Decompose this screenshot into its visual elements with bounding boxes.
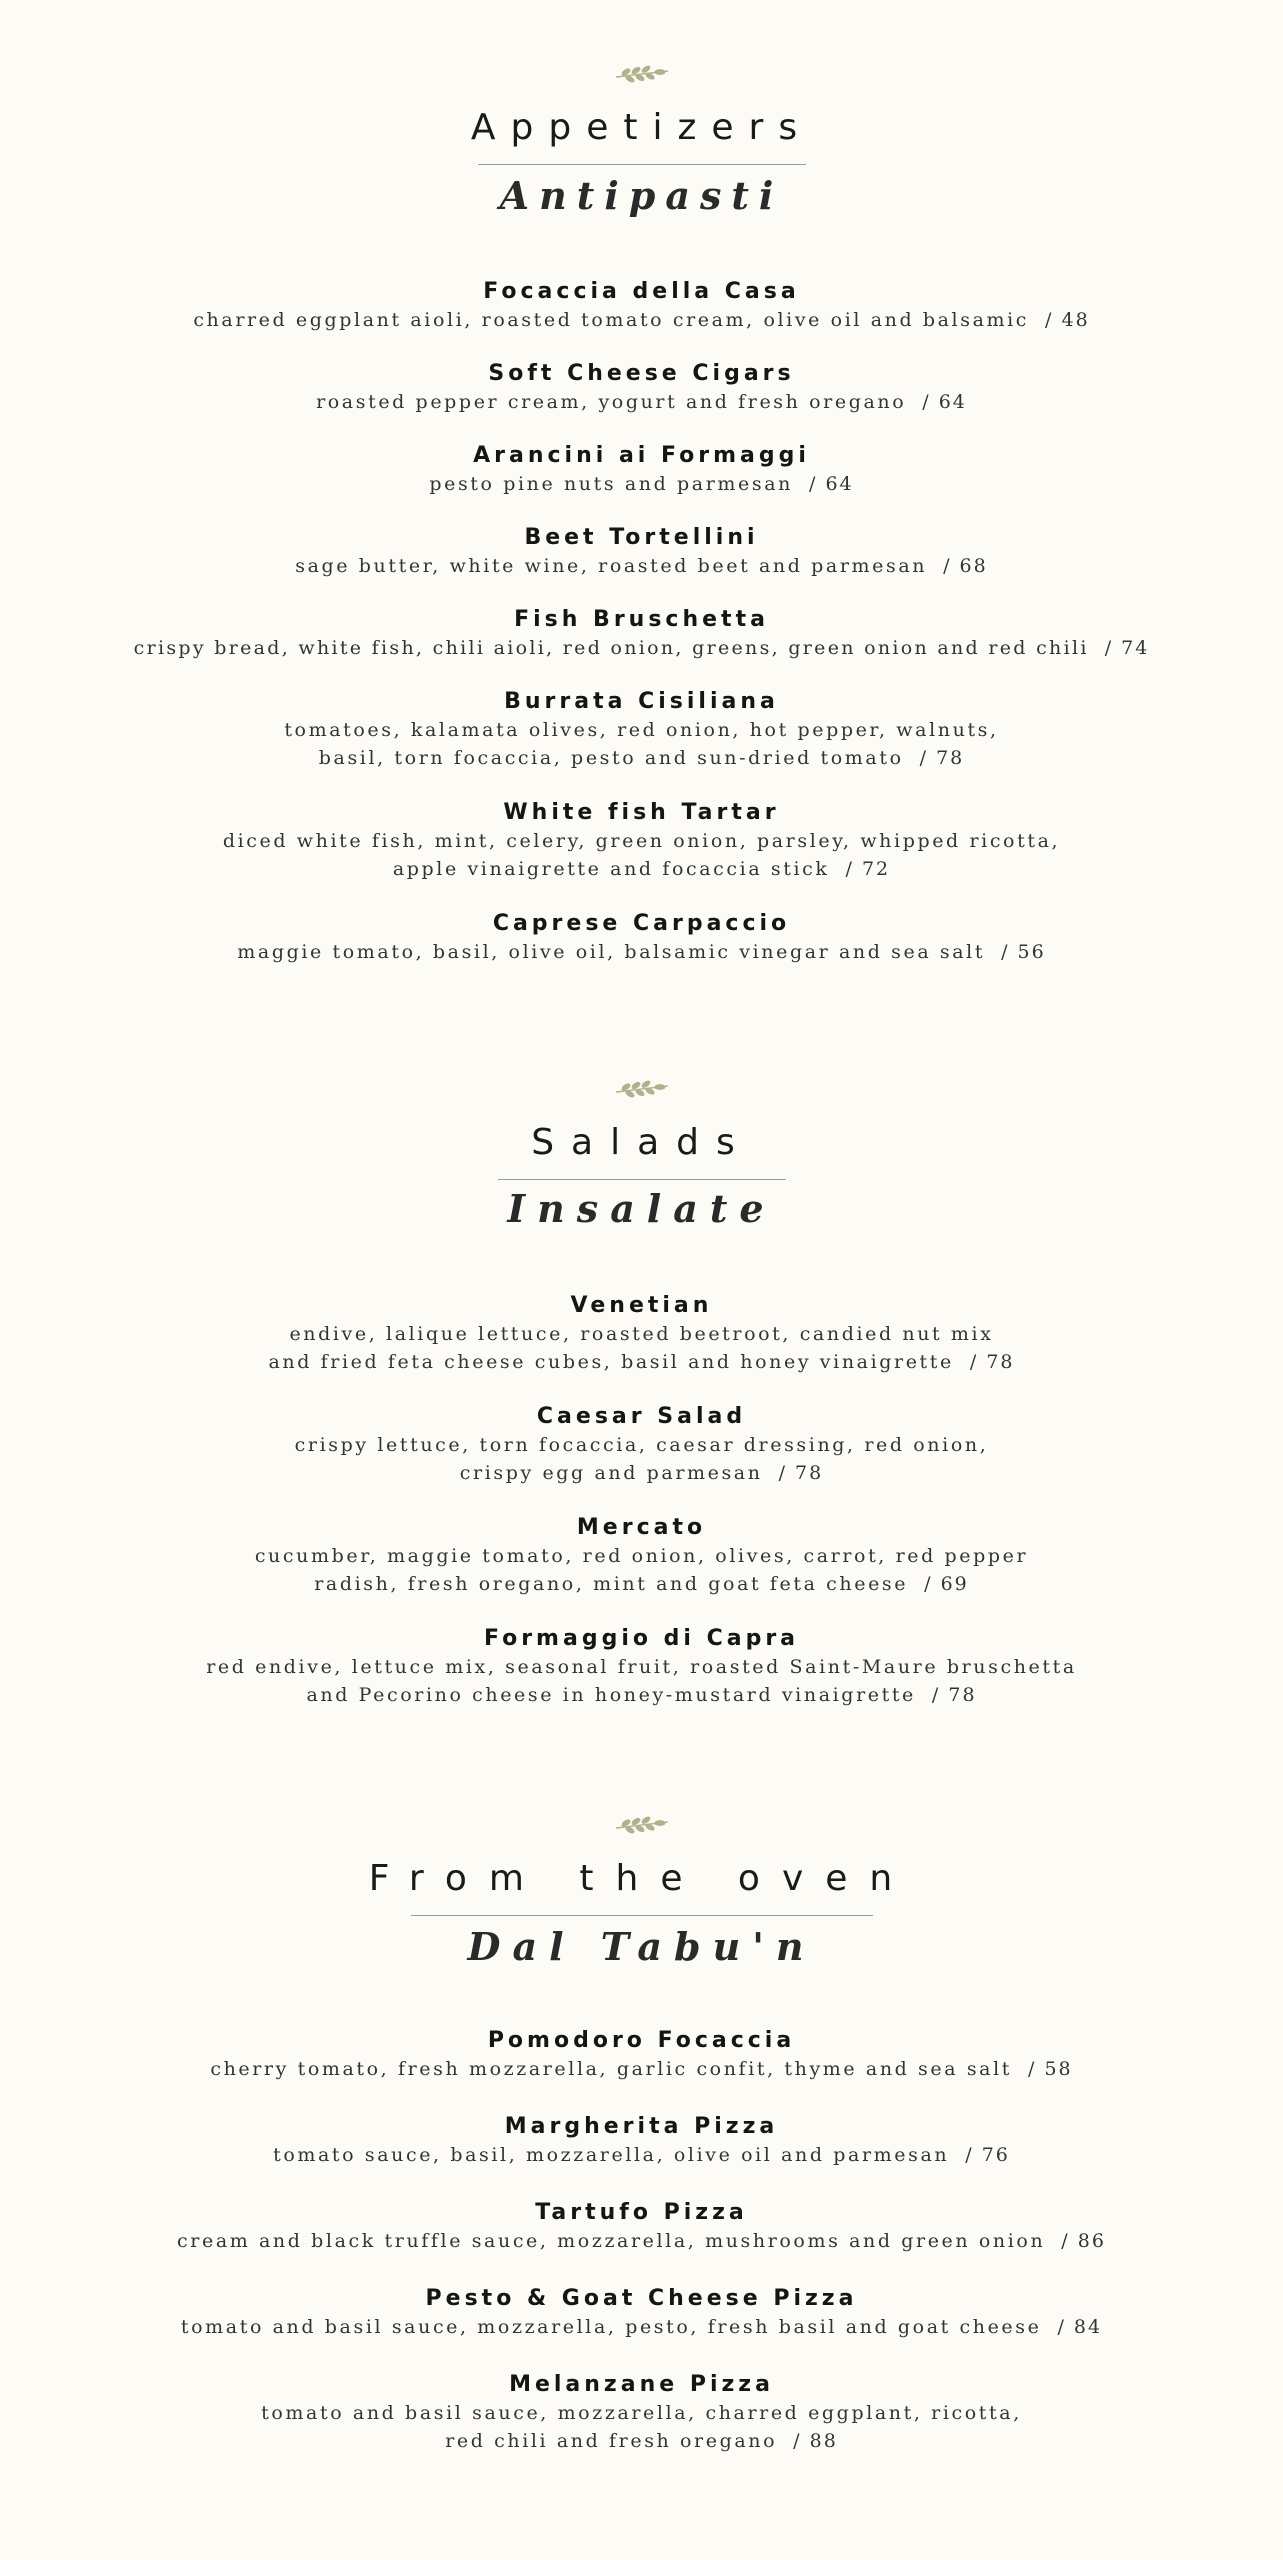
- section-appetizers: [0, 64, 1283, 218]
- dish-price: / 84: [1057, 2316, 1102, 2338]
- dish-name: Tartufo Pizza: [535, 2200, 748, 2225]
- dish-description: apple vinaigrette and focaccia stick/ 72: [0, 855, 1283, 883]
- menu-item: [0, 360, 1283, 416]
- dish-description: basil, torn focaccia, pesto and sun-dried tomato/ 78: [0, 744, 1283, 772]
- dish-price: / 64: [809, 473, 854, 495]
- dish-name: Mercato: [576, 1515, 707, 1540]
- menu-item: [0, 2285, 1283, 2341]
- dish-price: / 56: [1001, 941, 1046, 963]
- dish-description-line: cucumber, maggie tomato, red onion, olives, carrot, red pepper: [254, 1545, 1029, 1567]
- dish-description: cherry tomato, fresh mozzarella, garlic confit, thyme and sea salt/ 58: [0, 2055, 1283, 2083]
- dish-name: Pomodoro Focaccia: [487, 2028, 796, 2053]
- menu-item: [0, 2027, 1283, 2083]
- dish-description: crispy egg and parmesan/ 78: [0, 1459, 1283, 1487]
- section-divider-line: [411, 1915, 873, 1916]
- dish-name: Formaggio di Capra: [483, 1626, 800, 1651]
- dish-price: / 86: [1061, 2230, 1106, 2252]
- dish-description: charred eggplant aioli, roasted tomato cream, olive oil and balsamic/ 48: [0, 306, 1283, 334]
- dish-description: sage butter, white wine, roasted beet and parmesan/ 68: [0, 552, 1283, 580]
- dish-price: / 78: [779, 1462, 824, 1484]
- menu-item: [0, 278, 1283, 334]
- dish-price: / 48: [1045, 309, 1090, 331]
- dish-description: tomato sauce, basil, mozzarella, olive oil and parmesan/ 76: [0, 2141, 1283, 2169]
- dish-description: maggie tomato, basil, olive oil, balsamic vinegar and sea salt/ 56: [0, 938, 1283, 966]
- section-title: From the oven: [368, 1858, 915, 1899]
- menu-item: [0, 799, 1283, 883]
- section-subtitle: Insalate: [507, 1186, 776, 1231]
- dish-description: cream and black truffle sauce, mozzarella, mushrooms and green onion/ 86: [0, 2227, 1283, 2255]
- dish-price: / 74: [1105, 637, 1150, 659]
- dish-description-line: diced white fish, mint, celery, green onion, parsley, whipped ricotta,: [222, 830, 1061, 852]
- dish-name: Caesar Salad: [536, 1404, 747, 1429]
- dish-name: Pesto & Goat Cheese Pizza: [425, 2286, 858, 2311]
- dish-name: Venetian: [570, 1293, 713, 1318]
- menu-item: [0, 1403, 1283, 1487]
- dish-description: pesto pine nuts and parmesan/ 64: [0, 470, 1283, 498]
- dish-name: Melanzane Pizza: [509, 2372, 774, 2397]
- dish-price: / 76: [965, 2144, 1010, 2166]
- dish-description-line: crispy lettuce, torn focaccia, caesar dressing, red onion,: [294, 1434, 989, 1456]
- wheat-sprig-icon: [612, 64, 672, 84]
- dish-description: and Pecorino cheese in honey-mustard vinaigrette/ 78: [0, 1681, 1283, 1709]
- dish-name: Margherita Pizza: [504, 2114, 779, 2139]
- dish-description-line: tomato and basil sauce, mozzarella, charred eggplant, ricotta,: [261, 2402, 1022, 2424]
- section-title: Appetizers: [470, 107, 813, 148]
- dish-name: Soft Cheese Cigars: [488, 361, 795, 386]
- dish-name: Caprese Carpaccio: [492, 911, 791, 936]
- menu-item: [0, 524, 1283, 580]
- menu-item: [0, 910, 1283, 966]
- dish-price: / 72: [846, 858, 891, 880]
- section-subtitle: Antipasti: [499, 173, 784, 218]
- section-salads: [0, 1079, 1283, 1231]
- section-title: Salads: [531, 1122, 752, 1163]
- dish-price: / 78: [970, 1351, 1015, 1373]
- menu-item: [0, 606, 1283, 662]
- dish-name: Focaccia della Casa: [483, 279, 800, 304]
- dish-description: tomato and basil sauce, mozzarella, pesto, fresh basil and goat cheese/ 84: [0, 2313, 1283, 2341]
- menu-item: [0, 2199, 1283, 2255]
- dish-description: red chili and fresh oregano/ 88: [0, 2427, 1283, 2455]
- menu-item: [0, 2113, 1283, 2169]
- wheat-sprig-icon: [612, 1815, 672, 1835]
- dish-price: / 64: [922, 391, 967, 413]
- dish-price: / 88: [793, 2430, 838, 2452]
- dish-price: / 69: [924, 1573, 969, 1595]
- dish-name: Arancini ai Formaggi: [473, 443, 810, 468]
- dish-name: White fish Tartar: [503, 800, 780, 825]
- dish-name: Fish Bruschetta: [514, 607, 769, 632]
- dish-price: / 78: [920, 747, 965, 769]
- dish-description-line: tomatoes, kalamata olives, red onion, hot pepper, walnuts,: [284, 719, 999, 741]
- dish-description: crispy bread, white fish, chili aioli, red onion, greens, green onion and red chili/ 74: [0, 634, 1283, 662]
- dish-description: radish, fresh oregano, mint and goat feta cheese/ 69: [0, 1570, 1283, 1598]
- menu-item: [0, 688, 1283, 772]
- dish-description-line: red endive, lettuce mix, seasonal fruit, roasted Saint-Maure bruschetta: [206, 1656, 1077, 1678]
- dish-description-line: endive, lalique lettuce, roasted beetroot, candied nut mix: [289, 1323, 994, 1345]
- dish-price: / 58: [1028, 2058, 1073, 2080]
- section-from-the-oven: [0, 1815, 1283, 1969]
- menu-item: [0, 442, 1283, 498]
- menu-item: [0, 1625, 1283, 1709]
- menu-item: [0, 1514, 1283, 1598]
- section-divider-line: [478, 164, 806, 165]
- menu-item: [0, 2371, 1283, 2455]
- menu-item: [0, 1292, 1283, 1376]
- section-divider-line: [498, 1179, 786, 1180]
- wheat-sprig-icon: [612, 1079, 672, 1099]
- dish-name: Beet Tortellini: [524, 525, 759, 550]
- dish-price: / 78: [932, 1684, 977, 1706]
- section-subtitle: Dal Tabu'n: [467, 1924, 816, 1969]
- dish-price: / 68: [943, 555, 988, 577]
- dish-description: roasted pepper cream, yogurt and fresh oregano/ 64: [0, 388, 1283, 416]
- dish-description: and fried feta cheese cubes, basil and honey vinaigrette/ 78: [0, 1348, 1283, 1376]
- dish-name: Burrata Cisiliana: [504, 689, 779, 714]
